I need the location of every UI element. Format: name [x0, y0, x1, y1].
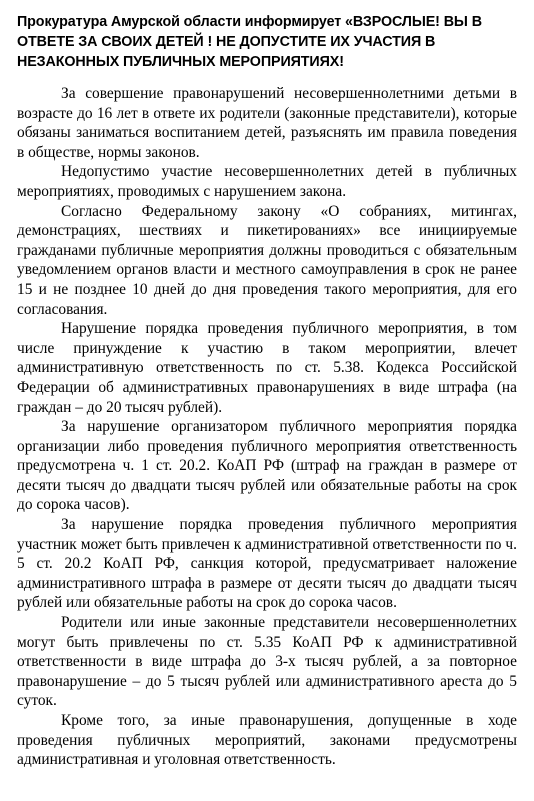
paragraph-4: Нарушение порядка проведения публичного мероприятия, в том числе принуждение к участию в таком мероприятии, влечет административную ответственность по ст. 5.38. Кодекса Российской Федерации об административных правонарушениях в виде штрафа (на граждан – до 20 тысяч рублей).: [17, 320, 517, 416]
paragraph-1: За совершение правонарушений несовершеннолетними детьми в возрасте до 16 лет в ответе их родители (законные представители), которые обязаны заниматься воспитанием детей, разъяснять им правила поведения в обществе, нормы законов.: [17, 85, 517, 161]
paragraph-3: Согласно Федеральному закону «О собраниях, митингах, демонстрациях, шествиях и пикетированиях» все инициируемые гражданами публичные мероприятия должны проводиться с обязательным уведомлением органов власти и местного самоуправления в срок не ранее 15 и не позднее 10 дней до дня проведения такого мероприятия, для его согласования.: [17, 202, 517, 318]
document-title: Прокуратура Амурской области информирует «ВЗРОСЛЫЕ! ВЫ В ОТВЕТЕ ЗА СВОИХ ДЕТЕЙ ! НЕ ДОПУСТИТЕ ИХ УЧАСТИЯ В НЕЗАКОННЫХ ПУБЛИЧНЫХ МЕРОПРИЯТИЯХ!: [17, 14, 482, 70]
paragraph-6: За нарушение порядка проведения публичного мероприятия участник может быть привлечен к административной ответственности по ч. 5 ст. 20.2 КоАП РФ, санкция которой, предусматривает наложение административного штрафа в размере от десяти тысяч до двадцати тысяч рублей или обязательные работы на срок до сорока часов.: [17, 516, 517, 612]
document: [17, 12, 517, 770]
paragraph-8: Кроме того, за иные правонарушения, допущенные в ходе проведения публичных мероприятий, законами предусмотрены административная и уголовная ответственность.: [17, 712, 517, 769]
paragraph-5: За нарушение организатором публичного мероприятия порядка организации либо проведения публичного мероприятия ответственность предусмотрена ч. 1 ст. 20.2. КоАП РФ (штраф на граждан в размере от десяти тысяч до двадцати тысяч рублей или обязательные работы на срок до сорока часов).: [17, 418, 517, 514]
paragraph-7: Родители или иные законные представители несовершеннолетних могут быть привлечены по ст. 5.35 КоАП РФ к административной ответственности в виде штрафа до 3-х тысяч рублей, а за повторное правонарушение – до 5 тысяч рублей или административного ареста до 5 суток.: [17, 614, 517, 710]
paragraph-2: Недопустимо участие несовершеннолетних детей в публичных мероприятиях, проводимых с нарушением закона.: [17, 163, 517, 200]
